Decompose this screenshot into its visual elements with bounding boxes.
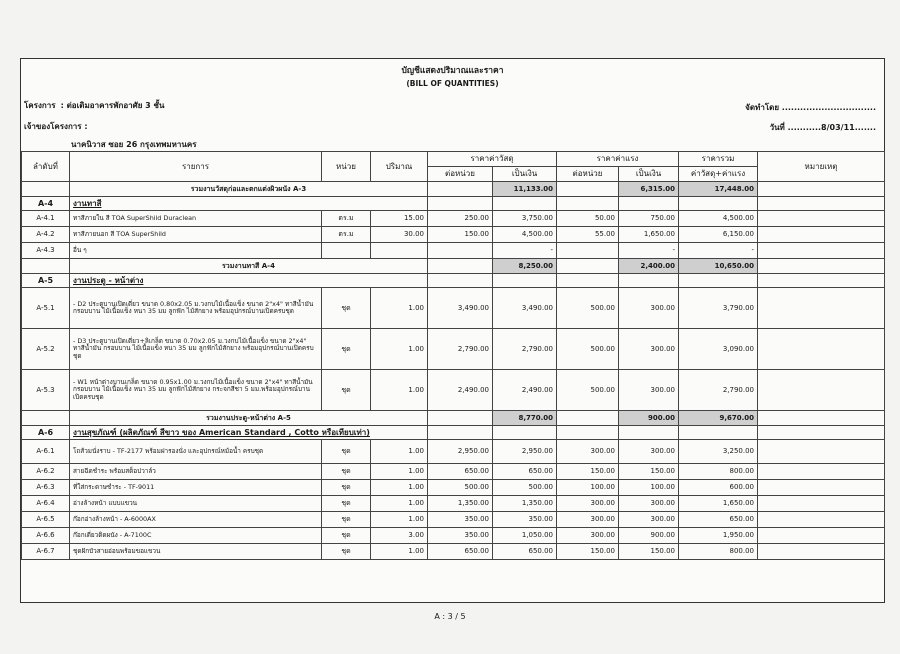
subtotal-label: รวมงานวัสดุก่อและตกแต่งผิวผนัง A-3: [70, 182, 428, 197]
item-labor-unit-price: 300.00: [557, 496, 619, 512]
title-thai: บัญชีแสดงปริมาณและราคา: [401, 66, 504, 76]
col-remark: หมายเหตุ: [758, 152, 885, 182]
section-no: A-6: [22, 426, 70, 440]
section-label: งานประตู - หน้าต่าง: [70, 274, 428, 288]
item-material-unit-price: 350.00: [428, 512, 493, 528]
item-qty: 1.00: [371, 496, 428, 512]
item-labor-unit-price: [557, 243, 619, 259]
col-labor-amount: เป็นเงิน: [619, 167, 679, 182]
item-material-unit-price: 2,790.00: [428, 329, 493, 370]
section-empty-cell: [679, 426, 758, 440]
item-labor-unit-price: 100.00: [557, 480, 619, 496]
item-labor-unit-price: 500.00: [557, 288, 619, 329]
item-description: ทาสีภายใน สี TOA SuperShild Duraclean: [70, 211, 322, 227]
section-empty-cell: [619, 197, 679, 211]
section-empty-cell: [557, 197, 619, 211]
section-no: A-5: [22, 274, 70, 288]
item-material-amount: 3,490.00: [493, 288, 557, 329]
item-description: - W1 หน้าต่างบานเกล็ด ขนาด 0.95x1.00 ม.วงกบไม้เนื้อแข็ง ขนาด 2"x4" ทาสีน้ำมัน กรอบบาน ไม้เนื้อแข็ง หนา 35 มม ลูกฟักไม้สักยาง กระจกสีชา 5 มม.พร้อมอุปกรณ์บานเปิดครบชุด: [70, 370, 322, 411]
item-material-amount: 1,350.00: [493, 496, 557, 512]
col-total-sub: ค่าวัสดุ+ค่าแรง: [679, 167, 758, 182]
col-total: ราคารวม: [679, 152, 758, 167]
item-total: 650.00: [679, 512, 758, 528]
item-unit: ชุด: [322, 288, 371, 329]
item-unit: ชุด: [322, 370, 371, 411]
item-total: 4,500.00: [679, 211, 758, 227]
item-row: [22, 370, 885, 411]
item-unit: ตร.ม: [322, 227, 371, 243]
section-row: [22, 197, 885, 211]
section-row: [22, 274, 885, 288]
subtotal-label: รวมงานประตู-หน้าต่าง A-5: [70, 411, 428, 426]
item-row: [22, 480, 885, 496]
section-empty-cell: [619, 426, 679, 440]
item-no: A-6.5: [22, 512, 70, 528]
item-total: 3,790.00: [679, 288, 758, 329]
item-no: A-5.3: [22, 370, 70, 411]
item-remark: [758, 544, 885, 560]
item-unit: ชุด: [322, 496, 371, 512]
subtotal-remark: [758, 411, 885, 426]
item-qty: 1.00: [371, 440, 428, 464]
project-value: : ต่อเติมอาคารพักอาศัย 3 ชั้น: [60, 101, 165, 110]
subtotal-remark: [758, 259, 885, 274]
item-labor-amount: 1,650.00: [619, 227, 679, 243]
item-remark: [758, 211, 885, 227]
item-material-unit-price: 1,350.00: [428, 496, 493, 512]
item-material-amount: 350.00: [493, 512, 557, 528]
item-remark: [758, 464, 885, 480]
item-row: [22, 243, 885, 259]
item-remark: [758, 496, 885, 512]
subtotal-mat-unit: [428, 411, 493, 426]
item-qty: [371, 243, 428, 259]
item-material-amount: 2,490.00: [493, 370, 557, 411]
item-total: 3,090.00: [679, 329, 758, 370]
item-description: อื่น ๆ: [70, 243, 322, 259]
item-material-unit-price: 2,950.00: [428, 440, 493, 464]
item-material-unit-price: 250.00: [428, 211, 493, 227]
subtotal-row: [22, 259, 885, 274]
item-material-unit-price: 650.00: [428, 544, 493, 560]
item-total: 800.00: [679, 464, 758, 480]
subtotal-lab-unit: [557, 259, 619, 274]
section-label: งานทาสี: [70, 197, 428, 211]
subtotal-material-amount: 11,133.00: [493, 182, 557, 197]
item-description: อ่างล้างหน้า แบบแขวน: [70, 496, 322, 512]
subtotal-labor-amount: 6,315.00: [619, 182, 679, 197]
item-remark: [758, 243, 885, 259]
item-remark: [758, 227, 885, 243]
item-description: สายฉีดชำระ พร้อมสต็อปวาล์ว: [70, 464, 322, 480]
section-empty-cell: [428, 197, 493, 211]
item-material-amount: -: [493, 243, 557, 259]
item-material-amount: 2,950.00: [493, 440, 557, 464]
item-material-unit-price: [428, 243, 493, 259]
section-no: A-4: [22, 197, 70, 211]
page-number: A : 3 / 5: [434, 612, 466, 621]
item-material-unit-price: 650.00: [428, 464, 493, 480]
item-qty: 1.00: [371, 370, 428, 411]
item-labor-unit-price: 150.00: [557, 544, 619, 560]
col-unit: หน่วย: [322, 152, 371, 182]
subtotal-material-amount: 8,770.00: [493, 411, 557, 426]
section-empty-cell: [758, 197, 885, 211]
item-unit: ชุด: [322, 512, 371, 528]
item-total: 6,150.00: [679, 227, 758, 243]
section-empty-cell: [679, 197, 758, 211]
item-description: - D2 ประตูบานเปิดเดี่ยว ขนาด 0.80x2.05 ม.วงกบไม้เนื้อแข็ง ขนาด 2"x4" ทาสีน้ำมัน กรอบบาน ไม้เนื้อแข็ง หนา 35 มม ลูกฟัก ไม้สักยาง พร้อมอุปกรณ์บานเปิดครบชุด: [70, 288, 322, 329]
item-labor-amount: 300.00: [619, 496, 679, 512]
item-row: [22, 288, 885, 329]
section-empty-cell: [493, 274, 557, 288]
item-remark: [758, 512, 885, 528]
boq-table: [21, 151, 885, 560]
item-description: ที่ใส่กระดาษชำระ - TF-9011: [70, 480, 322, 496]
section-empty-cell: [758, 426, 885, 440]
section-empty-cell: [428, 426, 493, 440]
item-material-amount: 2,790.00: [493, 329, 557, 370]
section-row: [22, 426, 885, 440]
item-total: 2,790.00: [679, 370, 758, 411]
subtotal-label: รวมงานทาสี A-4: [70, 259, 428, 274]
subtotal-remark: [758, 182, 885, 197]
item-unit: ชุด: [322, 440, 371, 464]
item-labor-amount: -: [619, 243, 679, 259]
item-no: A-5.2: [22, 329, 70, 370]
item-unit: ชุด: [322, 544, 371, 560]
subtotal-no-cell: [22, 259, 70, 274]
item-row: [22, 211, 885, 227]
item-row: [22, 496, 885, 512]
item-remark: [758, 288, 885, 329]
section-empty-cell: [619, 274, 679, 288]
item-unit: ชุด: [322, 329, 371, 370]
item-row: [22, 440, 885, 464]
item-qty: 1.00: [371, 512, 428, 528]
item-no: A-4.2: [22, 227, 70, 243]
section-empty-cell: [428, 274, 493, 288]
item-total: 1,950.00: [679, 528, 758, 544]
item-description: - D3 ประตูบานเปิดเดี่ยว+ลิเกล็ด ขนาด 0.70x2.05 ม.วงกบไม้เนื้อแข็ง ขนาด 2"x4" ทาสีน้ำมัน กรอบบาน ไม้เนื้อแข็ง หนา 35 มม ลูกฟักไม้สักยาง พร้อมอุปกรณ์บานเปิดครบชุด: [70, 329, 322, 370]
item-unit: ชุด: [322, 464, 371, 480]
item-remark: [758, 329, 885, 370]
prepared-by: จัดทำโดย ...............................: [745, 103, 876, 112]
col-material-amount: เป็นเงิน: [493, 167, 557, 182]
item-no: A-5.1: [22, 288, 70, 329]
item-row: [22, 544, 885, 560]
location: นาคนิวาส ซอย 26 กรุงเทพมหานคร: [71, 140, 197, 149]
item-labor-unit-price: 300.00: [557, 512, 619, 528]
item-remark: [758, 528, 885, 544]
item-material-unit-price: 350.00: [428, 528, 493, 544]
item-no: A-6.1: [22, 440, 70, 464]
item-material-amount: 1,050.00: [493, 528, 557, 544]
item-unit: ชุด: [322, 528, 371, 544]
item-labor-amount: 750.00: [619, 211, 679, 227]
section-empty-cell: [493, 197, 557, 211]
col-item: รายการ: [70, 152, 322, 182]
item-qty: 3.00: [371, 528, 428, 544]
item-labor-unit-price: 500.00: [557, 370, 619, 411]
item-labor-amount: 300.00: [619, 288, 679, 329]
item-total: 800.00: [679, 544, 758, 560]
subtotal-row: [22, 411, 885, 426]
item-material-unit-price: 3,490.00: [428, 288, 493, 329]
col-qty: ปริมาณ: [371, 152, 428, 182]
item-qty: 1.00: [371, 544, 428, 560]
item-material-unit-price: 2,490.00: [428, 370, 493, 411]
item-labor-amount: 100.00: [619, 480, 679, 496]
item-labor-amount: 300.00: [619, 512, 679, 528]
section-empty-cell: [493, 426, 557, 440]
subtotal-total: 9,670.00: [679, 411, 758, 426]
subtotal-lab-unit: [557, 411, 619, 426]
subtotal-total: 10,650.00: [679, 259, 758, 274]
item-remark: [758, 480, 885, 496]
item-labor-unit-price: 300.00: [557, 528, 619, 544]
subtotal-row: [22, 182, 885, 197]
item-labor-amount: 150.00: [619, 464, 679, 480]
subtotal-no-cell: [22, 411, 70, 426]
item-labor-amount: 300.00: [619, 440, 679, 464]
item-unit: ชุด: [322, 480, 371, 496]
title-english: (BILL OF QUANTITIES): [406, 79, 499, 88]
item-row: [22, 464, 885, 480]
item-no: A-6.7: [22, 544, 70, 560]
item-no: A-4.1: [22, 211, 70, 227]
item-material-amount: 650.00: [493, 544, 557, 560]
item-remark: [758, 440, 885, 464]
item-labor-amount: 900.00: [619, 528, 679, 544]
item-qty: 30.00: [371, 227, 428, 243]
subtotal-labor-amount: 900.00: [619, 411, 679, 426]
section-empty-cell: [758, 274, 885, 288]
subtotal-mat-unit: [428, 259, 493, 274]
subtotal-lab-unit: [557, 182, 619, 197]
col-labor-unit-price: ต่อหน่วย: [557, 167, 619, 182]
item-description: ก๊อกเดี่ยวติดผนัง - A-7100C: [70, 528, 322, 544]
subtotal-no-cell: [22, 182, 70, 197]
subtotal-mat-unit: [428, 182, 493, 197]
col-material-unit-price: ต่อหน่วย: [428, 167, 493, 182]
subtotal-total: 17,448.00: [679, 182, 758, 197]
boq-sheet: [20, 58, 885, 603]
item-total: 3,250.00: [679, 440, 758, 464]
item-labor-amount: 300.00: [619, 370, 679, 411]
item-no: A-6.6: [22, 528, 70, 544]
item-material-amount: 4,500.00: [493, 227, 557, 243]
col-labor: ราคาค่าแรง: [557, 152, 679, 167]
section-empty-cell: [679, 274, 758, 288]
item-qty: 1.00: [371, 464, 428, 480]
item-qty: 1.00: [371, 329, 428, 370]
item-labor-amount: 300.00: [619, 329, 679, 370]
item-no: A-6.4: [22, 496, 70, 512]
item-material-amount: 650.00: [493, 464, 557, 480]
item-row: [22, 528, 885, 544]
item-row: [22, 227, 885, 243]
item-no: A-6.3: [22, 480, 70, 496]
item-qty: 15.00: [371, 211, 428, 227]
subtotal-labor-amount: 2,400.00: [619, 259, 679, 274]
item-qty: 1.00: [371, 480, 428, 496]
col-material: ราคาค่าวัสดุ: [428, 152, 557, 167]
item-row: [22, 512, 885, 528]
section-label: งานสุขภัณฑ์ (ผลิตภัณฑ์ สีขาว ของ American Standard , Cotto หรือเทียบเท่า): [70, 426, 428, 440]
item-material-unit-price: 500.00: [428, 480, 493, 496]
item-remark: [758, 370, 885, 411]
date: วันที่ ...........8/03/11.......: [769, 123, 876, 132]
item-unit: ตร.ม: [322, 211, 371, 227]
item-material-unit-price: 150.00: [428, 227, 493, 243]
project-line: [24, 99, 164, 112]
item-labor-unit-price: 150.00: [557, 464, 619, 480]
item-no: A-4.3: [22, 243, 70, 259]
item-unit: [322, 243, 371, 259]
subtotal-material-amount: 8,250.00: [493, 259, 557, 274]
section-empty-cell: [557, 426, 619, 440]
item-description: ทาสีภายนอก สี TOA SuperShild: [70, 227, 322, 243]
item-labor-unit-price: 55.00: [557, 227, 619, 243]
item-total: -: [679, 243, 758, 259]
section-empty-cell: [557, 274, 619, 288]
item-labor-unit-price: 300.00: [557, 440, 619, 464]
col-no: ลำดับที่: [22, 152, 70, 182]
owner-label: เจ้าของโครงการ :: [24, 122, 88, 131]
boq-body: [22, 182, 885, 560]
item-description: ชุดฝักบัวสายอ่อนพร้อมขอแขวน: [70, 544, 322, 560]
item-labor-unit-price: 50.00: [557, 211, 619, 227]
item-total: 600.00: [679, 480, 758, 496]
item-labor-amount: 150.00: [619, 544, 679, 560]
item-qty: 1.00: [371, 288, 428, 329]
item-material-amount: 3,750.00: [493, 211, 557, 227]
item-material-amount: 500.00: [493, 480, 557, 496]
item-row: [22, 329, 885, 370]
item-no: A-6.2: [22, 464, 70, 480]
item-labor-unit-price: 500.00: [557, 329, 619, 370]
item-total: 1,650.00: [679, 496, 758, 512]
project-label: โครงการ: [24, 101, 56, 110]
item-description: ก๊อกอ่างล้างหน้า - A-6000AX: [70, 512, 322, 528]
item-description: โถส้วมนั่งราบ - TF-2177 พร้อมฝารองนั่ง และอุปกรณ์หม้อน้ำ ครบชุด: [70, 440, 322, 464]
